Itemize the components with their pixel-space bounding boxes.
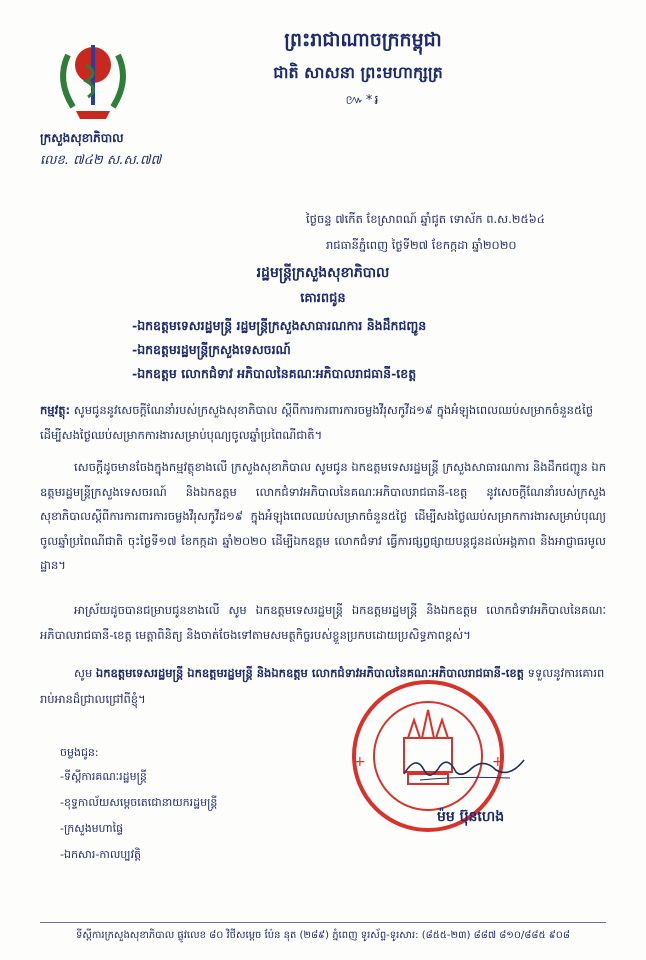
- respect-to: គោរពជូន: [300, 291, 346, 306]
- copy-item: -ខុទ្ទកាល័យសម្តេចតេជោនាយករដ្ឋមន្ត្រី: [60, 796, 218, 809]
- closing-paragraph: [40, 660, 606, 712]
- closing-addressees: ឯកឧត្តមទេសរដ្ឋមន្ត្រី ឯកឧត្តមរដ្ឋមន្ត្រី និងឯកឧត្តម លោកជំទាវអភិបាលនៃគណៈអភិបាលរាជធានី-ខេត្ត: [95, 666, 524, 680]
- sender-title: រដ្ឋមន្ត្រីក្រសួងសុខាភិបាល: [256, 265, 390, 281]
- copy-item: -ក្រសួងមហាផ្ទៃ: [60, 822, 124, 835]
- svg-text:+: +: [354, 754, 366, 770]
- copies-title: ចម្លងជូន:: [60, 746, 99, 759]
- closing-lead: សូម: [74, 666, 96, 680]
- subject-text: សូមជូននូវសេចក្តីណែនាំរបស់ក្រសួងសុខាភិបាល ស្តីពីការការពារការចម្លងវីរុសកូវីដ១៩ ក្នុងអំឡុងពេលឈប់សម្រាកចំនួន៥ថ្ងៃ ដើម្បីសងថ្ងៃឈប់សម្រាកការងារសម្រាប់បុណ្យចូលឆ្នាំប្រពៃណីជាតិ។: [40, 403, 594, 442]
- handwritten-signature: [400, 748, 530, 788]
- copy-item: -ឯកសារ-កាលប្បវត្តិ: [60, 848, 142, 861]
- reference-number: លេខ. ៧៤២ ស.ស.៧៧: [40, 153, 162, 168]
- footer-divider: [40, 922, 606, 923]
- solar-date: រាជធានីភ្នំពេញ ថ្ងៃទី២៧ ខែកក្កដា ឆ្នាំ២០២០: [326, 238, 517, 252]
- body-paragraph: អាស្រ័យដូចបានជម្រាបជូនខាងលើ សូម ឯកឧត្តមទេសរដ្ឋមន្ត្រី ឯកឧត្តមរដ្ឋមន្ត្រី និងឯកឧត្តម លោកជំទាវអភិបាលនៃគណៈអភិបាលរាជធានី-ខេត្ត មេត្តាពិនិត្យ និងចាត់ចែងទៅតាមសមត្ថកិច្ចរបស់ខ្លួនប្រកបដោយប្រសិទ្ធភាពខ្ពស់។: [40, 603, 606, 642]
- copy-item: -ទីស្តីការគណៈរដ្ឋមន្ត្រី: [60, 770, 147, 783]
- closing-tail: ទទួលនូវការគោរពរាប់អានដ៏ជ្រាលជ្រៅពីខ្ញុំ។: [40, 666, 605, 706]
- svg-text:+: +: [492, 754, 504, 770]
- ministry-name: ក្រសួងសុខាភិបាល: [40, 131, 124, 145]
- body-paragraph: សេចក្តីដូចមានចែងក្នុងកម្មវត្ថុខាងលើ ក្រសួងសុខាភិបាល សូមជូន ឯកឧត្តមទេសរដ្ឋមន្ត្រី ក្រសួងសាធារណការ និងដឹកជញ្ជូន ឯកឧត្តមរដ្ឋមន្ត្រីក្រសួងទេសចរណ៍ និងឯកឧត្តម លោកជំទាវអភិបាលនៃគណៈអភិបាលរាជធានី-ខេត្ត នូវសេចក្តីណែនាំរបស់ក្រសួងសុខាភិបាលស្តីពីការការពារការចម្លងវីរុសកូវីដ១៩ ក្នុងអំឡុងពេលឈប់សម្រាកចំនួន៥ថ្ងៃ ដើម្បីសងថ្ងៃឈប់សម្រាកការងារសម្រាប់បុណ្យចូលឆ្នាំប្រពៃណីជាតិ ចុះថ្ងៃទី១៧ ខែកក្កដា ឆ្នាំ២០២០ ដើម្បីឯកឧត្តម លោកជំទាវ ធ្វើការផ្សព្វផ្សាយបន្តជូនដល់អង្គភាព និងអាជ្ញាធរមូលដ្ឋាន។: [40, 460, 606, 572]
- lunar-date: ថ្ងៃចន្ទ ៧កើត ខែស្រាពណ៍ ឆ្នាំជូត ទោស័ក ព.ស.២៥៦៤: [306, 212, 545, 226]
- recipient-line: -ឯកឧត្តមទេសរដ្ឋមន្ត្រី រដ្ឋមន្ត្រីក្រសួងសាធារណការ និងដឹកជញ្ជូន: [132, 318, 427, 333]
- footer-address: ទីស្តីការក្រសួងសុខាភិបាល ផ្លូវលេខ ៨០ វិថីសម្តេច ប៉ែន នុត (២៨៩) ភ្នំពេញ ទូរស័ព្ទ-ទូរសារ: (៨៥៥-២៣) ៨៨៧ ៨១០/៨៨៥ ៩០៨: [76, 930, 570, 941]
- ministry-logo: [48, 35, 138, 125]
- national-motto: ជាតិ សាសនា ព្រះមហាក្សត្រ: [273, 63, 443, 82]
- recipient-line: -ឯកឧត្តមរដ្ឋមន្ត្រីក្រសួងទេសចរណ៍: [132, 342, 291, 357]
- subject-block: [40, 398, 606, 448]
- header-ornament: ៚*៛: [345, 93, 381, 108]
- signatory-name: ម៉ម ប៊ុនហេង: [437, 809, 505, 825]
- subject-label: កម្មវត្ថុ:: [40, 403, 71, 417]
- recipient-line: -ឯកឧត្តម លោកជំទាវ អភិបាលនៃគណៈអភិបាលរាជធានី-ខេត្ត: [132, 366, 417, 381]
- kingdom-heading: ព្រះរាជាណាចក្រកម្ពុជា: [284, 29, 442, 51]
